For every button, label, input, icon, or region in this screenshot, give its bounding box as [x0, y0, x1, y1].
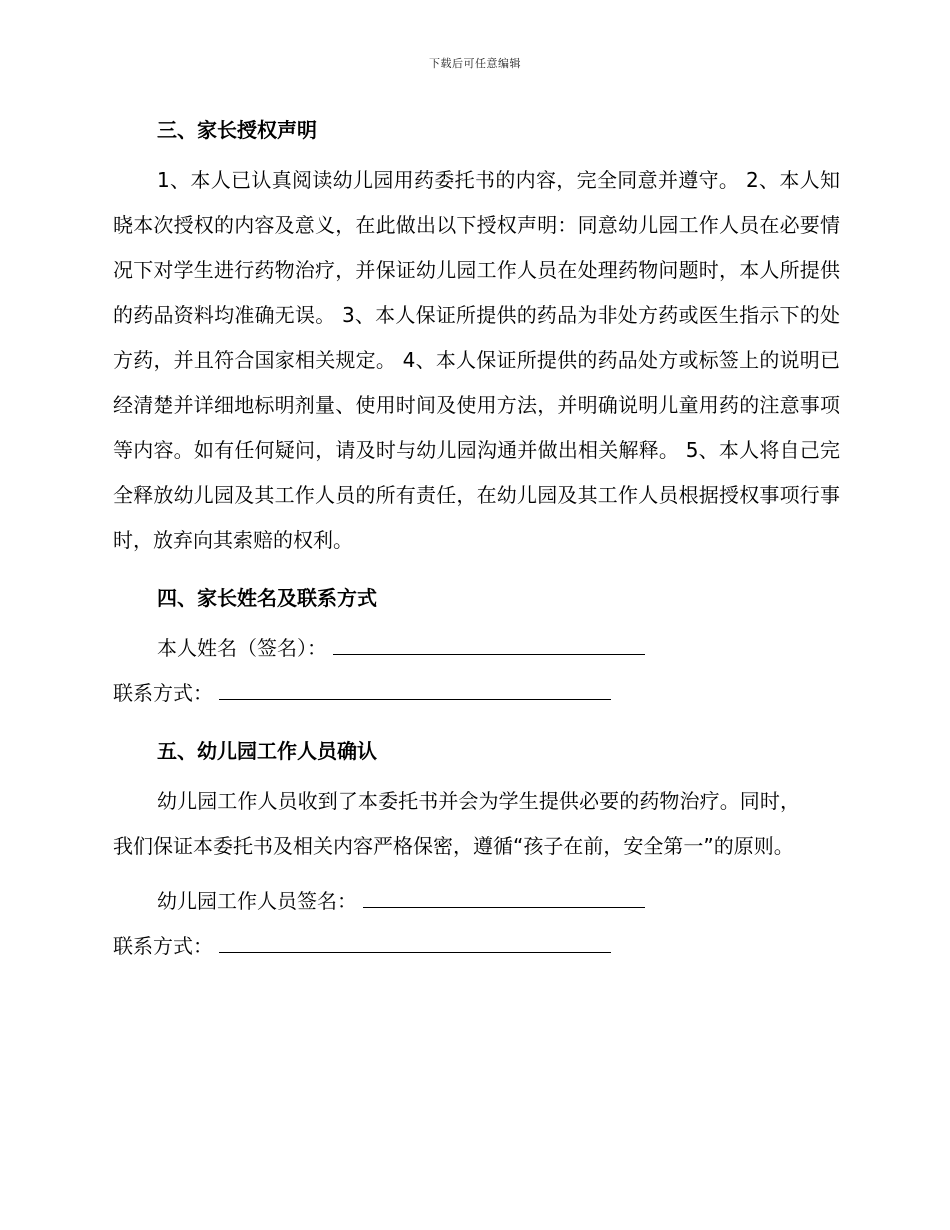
- parent-signature-blank[interactable]: [333, 653, 645, 655]
- staff-contact-row: [113, 924, 840, 969]
- staff-signature-label: 幼儿园工作人员签名：: [157, 889, 357, 913]
- section-title-staff-confirmation: 五、幼儿园工作人员确认: [157, 739, 377, 763]
- staff-contact-blank[interactable]: [219, 951, 611, 953]
- parent-signature-label: 本人姓名（签名）：: [157, 636, 327, 660]
- staff-signature-row: [113, 879, 840, 924]
- staff-signature-blank[interactable]: [363, 906, 645, 908]
- authorization-statement-paragraph: 1、本人已认真阅读幼儿园用药委托书的内容，完全同意并遵守。 2、本人知晓本次授权的内容及意义，在此做出以下授权声明：同意幼儿园工作人员在必要情况下对学生进行药物治疗，并保证幼儿园工作人员在处理药物问题时，本人所提供的药品资料均准确无误。 3、本人保证所提供的药品为非处方药或医生指示下的处方药，并且符合国家相关规定。 4、本人保证所提供的药品处方或标签上的说明已经清楚并详细地标明剂量、使用时间及使用方法，并明确说明儿童用药的注意事项等内容。如有任何疑问，请及时与幼儿园沟通并做出相关解释。 5、本人将自己完全释放幼儿园及其工作人员的所有责任，在幼儿园及其工作人员根据授权事项行事时，放弃向其索赔的权利。: [113, 168, 840, 552]
- page-header-note: 下载后可任意编辑: [429, 57, 521, 70]
- section-title-parent-authorization: 三、家长授权声明: [157, 118, 317, 142]
- section-title-parent-contact: 四、家长姓名及联系方式: [157, 586, 377, 610]
- parent-signature-row: [113, 626, 840, 671]
- parent-contact-row: [113, 671, 840, 716]
- document-body: [113, 112, 840, 969]
- staff-confirmation-paragraph: 幼儿园工作人员收到了本委托书并会为学生提供必要的药物治疗。同时，我们保证本委托书及相关内容严格保密，遵循“孩子在前，安全第一”的原则。: [113, 789, 800, 858]
- parent-contact-blank[interactable]: [219, 698, 611, 700]
- staff-contact-label: 联系方式：: [113, 934, 213, 958]
- parent-contact-label: 联系方式：: [113, 681, 213, 705]
